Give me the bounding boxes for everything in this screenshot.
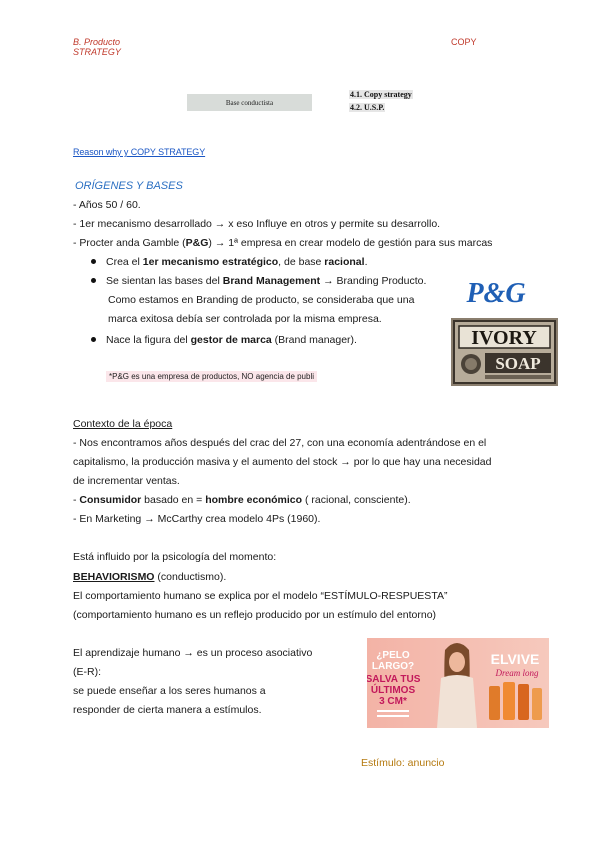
bullet-item: Nace la figura del gestor de marca (Brand manager). [91,331,357,350]
elvive-ad-image [367,638,549,728]
header-doc-title: B. Producto STRATEGY [73,37,121,57]
bullet-dot [91,259,96,264]
paragraph: (comportamiento humano es un reflejo producido por un estímulo del entorno) [73,609,437,621]
paragraph: capitalismo, la producción masiva y el aumento del stock → por lo que hay una necesidad [73,456,492,468]
paragraph: responder de cierta manera a estímulos. [73,704,262,716]
toc-item: 4.1. Copy strategy [350,90,412,99]
svg-text:SOAP: SOAP [495,354,541,373]
svg-text:ÚLTIMOS: ÚLTIMOS [370,685,416,696]
paragraph: El aprendizaje humano → es un proceso asociativo [73,647,313,659]
svg-text:¿PELO: ¿PELO [376,650,410,661]
toc [349,88,413,114]
paragraph: (E-R): [73,666,101,678]
image-caption: Estímulo: anuncio [361,757,445,769]
svg-text:P&G: P&G [466,278,526,309]
paragraph: BEHAVIORISMO (conductismo). [73,571,227,583]
section-heading: ORÍGENES Y BASES [75,180,183,192]
ivory-soap-image [451,318,558,386]
header-section-name: COPY [451,37,477,47]
paragraph: - 1er mecanismo desarrollado → x eso Influye en otros y permite su desarrollo. [73,218,441,230]
bullet-continuation: marca exitosa debía ser controlada por la misma empresa. [108,313,382,325]
paragraph: El comportamiento humano se explica por el modelo “ESTÍMULO-RESPUESTA” [73,590,448,602]
svg-text:ELVIVE: ELVIVE [490,651,540,667]
note-highlight: *P&G es una empresa de productos, NO agencia de publi [106,371,317,382]
paragraph: se puede enseñar a los seres humanos a [73,685,266,697]
svg-text:Dream long: Dream long [495,668,539,678]
paragraph: Está influido por la psicología del momento: [73,551,277,563]
section-heading-context: Contexto de la época [73,418,173,430]
svg-text:SALVA TUS: SALVA TUS [367,674,421,685]
tag-box: Base conductista [187,94,312,111]
pg-logo [463,273,529,311]
bullet-dot [91,337,96,342]
reason-why-link[interactable]: Reason why y COPY STRATEGY [73,147,206,157]
toc-item: 4.2. U.S.P. [350,103,385,112]
paragraph: - Años 50 / 60. [73,199,141,211]
bullet-continuation: Como estamos en Branding de producto, se consideraba que una [108,294,415,306]
bullet-item: Se sientan las bases del Brand Management → Branding Producto. [91,272,426,291]
paragraph: - En Marketing → McCarthy crea modelo 4Ps (1960). [73,513,321,525]
paragraph: de incrementar ventas. [73,475,180,487]
bullet-dot [91,278,96,283]
svg-text:LARGO?: LARGO? [371,661,415,672]
paragraph: - Consumidor basado en = hombre económico ( racional, consciente). [73,494,411,506]
paragraph: - Procter anda Gamble (P&G) → 1ª empresa en crear modelo de gestión para sus marcas [73,237,493,249]
svg-text:IVORY: IVORY [471,327,537,349]
svg-text:3 CM*: 3 CM* [379,696,407,707]
paragraph: - Nos encontramos años después del crac del 27, con una economía adentrándose en el [73,437,487,449]
bullet-item: Crea el 1er mecanismo estratégico, de base racional. [91,253,368,272]
